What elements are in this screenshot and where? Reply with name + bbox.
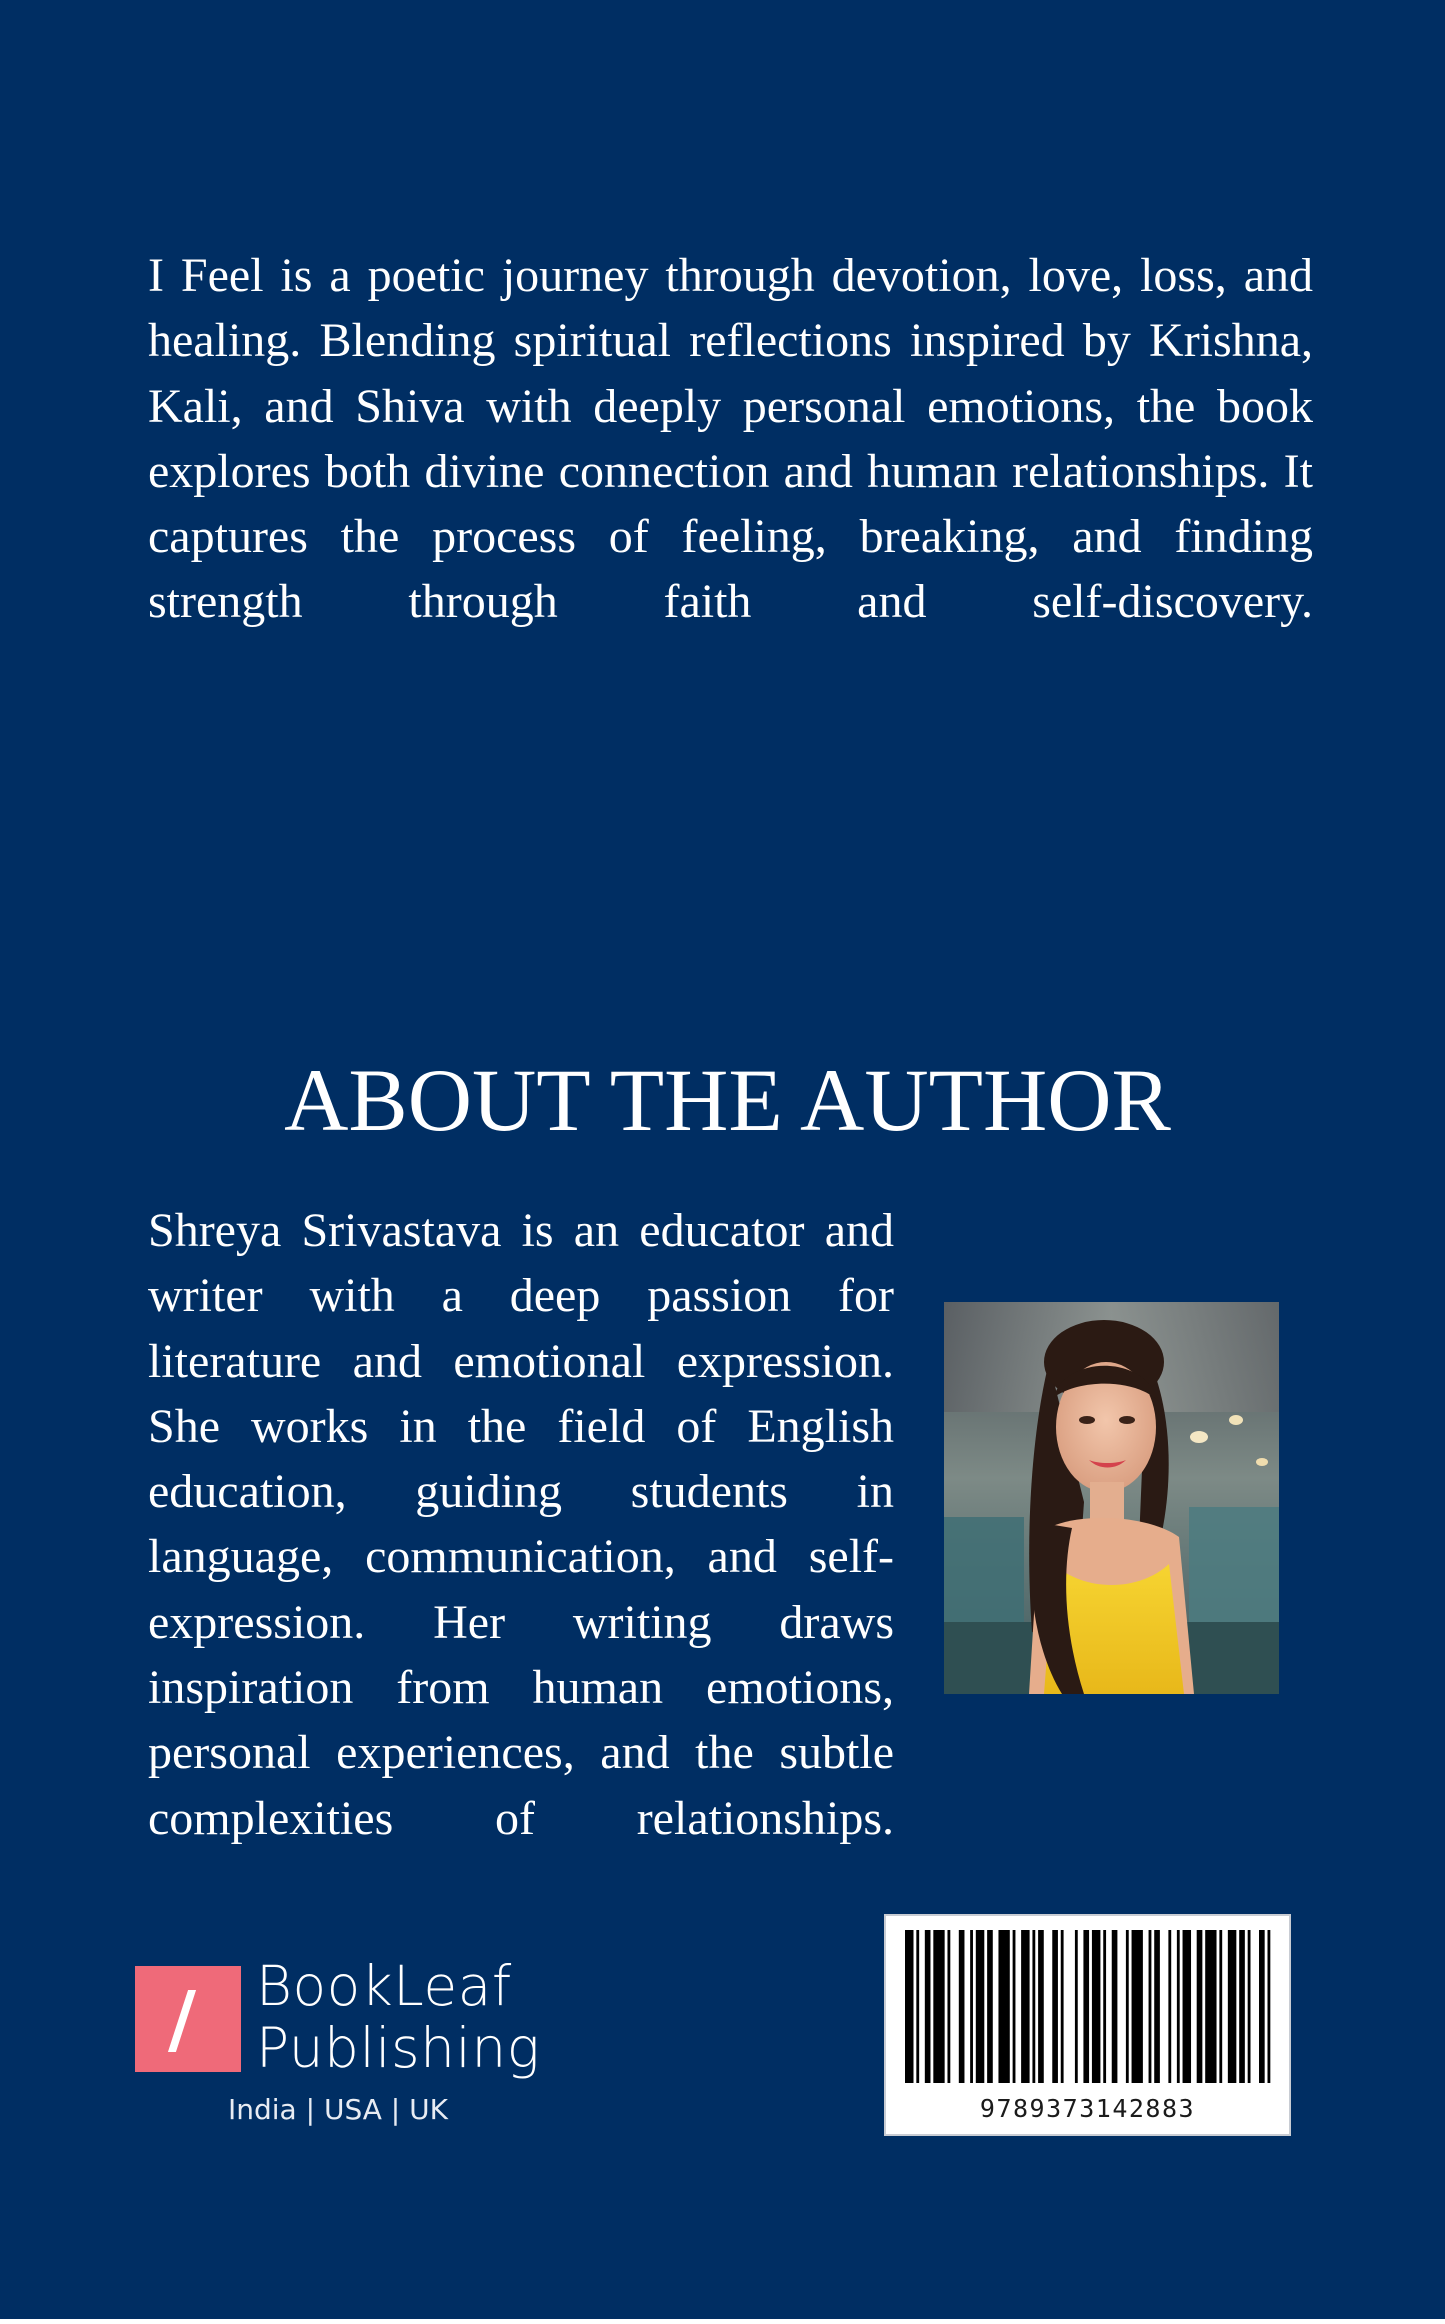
barcode-bar <box>1183 1930 1192 2083</box>
barcode-bar <box>1177 1930 1180 2083</box>
barcode-bar <box>1239 1930 1245 2083</box>
author-bio: Shreya Srivastava is an educator and writer with a deep passion for literature and emotional expression. She works in the field of English education, guiding students in language, communication, and self-expression. Her writing draws inspiration from human emotions, personal experiences, and the subtle complexities of relationships. <box>148 1204 894 1845</box>
barcode-bar <box>1168 1930 1171 2083</box>
barcode-bar <box>1013 1930 1016 2083</box>
barcode-bar <box>1132 1930 1143 2083</box>
barcode-bar <box>959 1930 965 2083</box>
barcode-bar <box>998 1930 1009 2083</box>
barcode-bar <box>1219 1930 1222 2083</box>
barcode-bar <box>1268 1930 1271 2083</box>
publisher-name <box>256 1955 540 2079</box>
barcode-bar <box>905 1930 914 2083</box>
publisher-name-line1: BookLeaf <box>256 1954 512 2018</box>
barcode-bar <box>1205 1930 1216 2083</box>
barcode-bar <box>1248 1930 1251 2083</box>
barcode-bar <box>1103 1930 1106 2083</box>
barcode-bar <box>976 1930 985 2083</box>
barcode-bar <box>925 1930 931 2083</box>
barcode-bar <box>1154 1930 1160 2083</box>
barcode-bar <box>1038 1930 1044 2083</box>
barcode-bar <box>1052 1930 1058 2083</box>
barcode-bar <box>1149 1930 1152 2083</box>
barcode-bar <box>916 1930 919 2083</box>
barcode-bar <box>1021 1930 1030 2083</box>
barcode-bar <box>1075 1930 1078 2083</box>
barcode-icon <box>905 1930 1276 2083</box>
barcode-bar <box>1126 1930 1129 2083</box>
isbn-barcode <box>884 1914 1291 2136</box>
barcode-bar <box>1228 1930 1237 2083</box>
book-blurb: I Feel is a poetic journey through devotion, love, loss, and healing. Blending spiritual reflections inspired by Krishna, Kali, and Shiva with deeply personal emotions, the book explores both divine connection and human relationships. It captures the process of feeling, breaking, and finding strength through faith and self-discovery. <box>148 249 1313 629</box>
barcode-bar <box>947 1930 950 2083</box>
isbn-number: 9789373142883 <box>979 2094 1196 2123</box>
about-the-author-heading: ABOUT THE AUTHOR <box>284 1052 1171 1150</box>
barcode-bar <box>970 1930 973 2083</box>
publisher-name-line2: Publishing <box>256 2016 541 2080</box>
barcode-bar <box>1112 1930 1118 2083</box>
barcode-bar <box>933 1930 944 2083</box>
barcode-bar <box>1092 1930 1101 2083</box>
publisher-slash-icon <box>135 1966 241 2072</box>
publisher-logo <box>135 1954 555 2136</box>
author-photo <box>944 1302 1279 1694</box>
barcode-bar <box>1259 1930 1265 2083</box>
barcode-bar <box>1083 1930 1089 2083</box>
barcode-bar <box>1061 1930 1064 2083</box>
barcode-bar <box>1197 1930 1203 2083</box>
barcode-bar <box>1032 1930 1035 2083</box>
barcode-bar <box>987 1930 993 2083</box>
publisher-regions: India | USA | UK <box>228 2093 448 2126</box>
